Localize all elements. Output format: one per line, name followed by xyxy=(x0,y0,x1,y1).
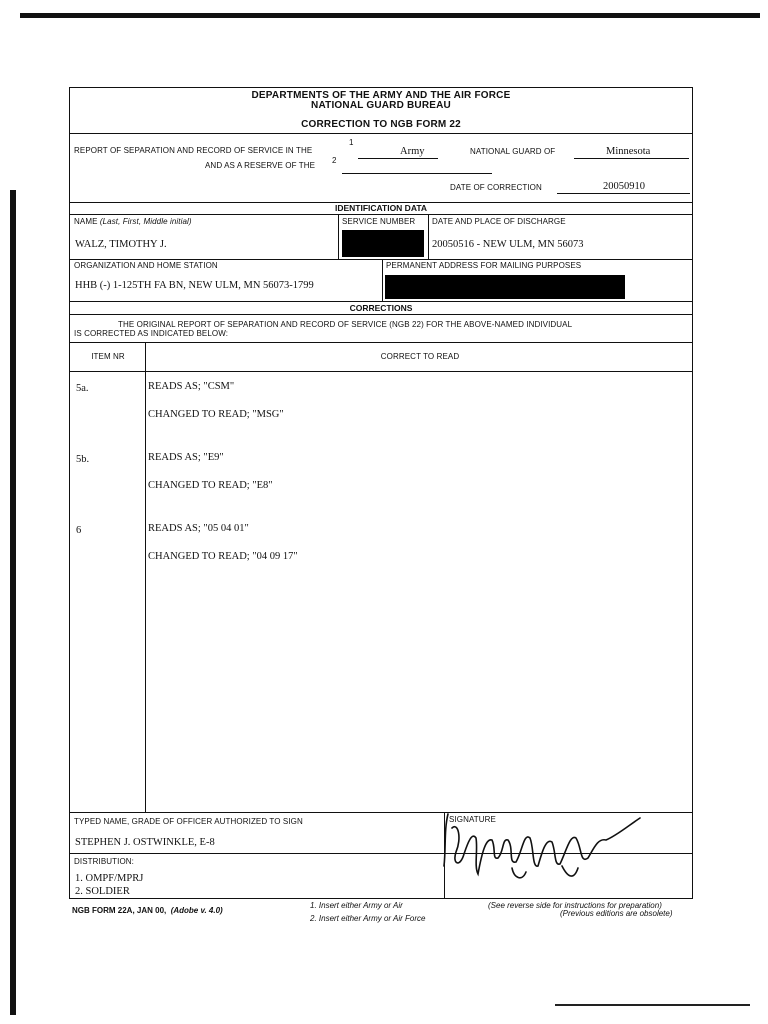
date-correction-label: DATE OF CORRECTION xyxy=(450,183,542,192)
name-value: WALZ, TIMOTHY J. xyxy=(75,239,167,250)
header-line1: DEPARTMENTS OF THE ARMY AND THE AIR FORCE xyxy=(251,90,511,101)
item-nr: 6 xyxy=(76,525,82,536)
scan-edge-bottom xyxy=(555,1004,750,1006)
item-reads: READS AS; "E9" xyxy=(148,452,224,463)
distribution-label: DISTRIBUTION: xyxy=(74,857,134,866)
footnote-text-1: 1. Insert either Army or Air xyxy=(310,901,403,910)
address-label: PERMANENT ADDRESS FOR MAILING PURPOSES xyxy=(386,261,582,270)
item-reads: READS AS; "05 04 01" xyxy=(148,523,249,534)
distribution-line: 2. SOLDIER xyxy=(75,886,130,897)
ngb-form-22a xyxy=(69,87,693,899)
corrections-title: CORRECTIONS xyxy=(349,303,413,313)
reserve-label: AND AS A RESERVE OF THE xyxy=(205,161,316,170)
officer-label: TYPED NAME, GRADE OF OFFICER AUTHORIZED TO SIGN xyxy=(74,817,303,826)
item-nr: 5a. xyxy=(76,383,89,394)
service-label: REPORT OF SEPARATION AND RECORD OF SERVICE IN THE xyxy=(74,146,313,155)
name-label: NAME (Last, First, Middle initial) xyxy=(74,217,192,226)
redacted-service-number xyxy=(342,230,424,257)
state-value: Minnesota xyxy=(606,146,651,157)
see-reverse-note: (See reverse side for instructions for preparation) xyxy=(488,901,662,910)
footnote-1: 1 xyxy=(349,138,354,147)
signature-image xyxy=(442,808,642,888)
service-number-label: SERVICE NUMBER xyxy=(342,217,416,226)
scan-edge-left xyxy=(10,190,16,1015)
footnote-2: 2 xyxy=(332,156,337,165)
footnote-text-2: 2. Insert either Army or Air Force xyxy=(310,914,426,923)
col-item-nr: ITEM NR xyxy=(91,352,125,361)
corrections-intro-2: IS CORRECTED AS INDICATED BELOW: xyxy=(74,329,229,338)
ng-label: NATIONAL GUARD OF xyxy=(470,147,556,156)
header-line2: NATIONAL GUARD BUREAU xyxy=(311,100,451,111)
discharge-label: DATE AND PLACE OF DISCHARGE xyxy=(432,217,566,226)
reserve-field[interactable] xyxy=(342,162,492,174)
item-reads: READS AS; "CSM" xyxy=(148,381,235,392)
org-label: ORGANIZATION AND HOME STATION xyxy=(74,261,218,270)
distribution-line: 1. OMPF/MPRJ xyxy=(75,873,144,884)
previous-editions-note: (Previous editions are obsolete) xyxy=(560,909,673,918)
item-changed: CHANGED TO READ; "E8" xyxy=(148,480,273,491)
date-correction-value: 20050910 xyxy=(603,181,645,192)
redacted-address xyxy=(385,275,625,299)
col-correct-to-read: CORRECT TO READ xyxy=(380,352,460,361)
item-nr: 5b. xyxy=(76,454,90,465)
item-changed: CHANGED TO READ; "04 09 17" xyxy=(148,551,298,562)
state-field[interactable] xyxy=(574,146,689,159)
form-subtitle: CORRECTION TO NGB FORM 22 xyxy=(301,119,461,130)
discharge-value: 20050516 - NEW ULM, MN 56073 xyxy=(432,239,584,250)
service-value-field[interactable] xyxy=(358,146,438,159)
form-id: NGB FORM 22A, JAN 00, (Adobe v. 4.0) xyxy=(72,906,223,915)
signature-label: SIGNATURE xyxy=(449,815,496,824)
corrections-intro-1: THE ORIGINAL REPORT OF SEPARATION AND RECORD OF SERVICE (NGB 22) FOR THE ABOVE-NAMED INDIVIDUAL xyxy=(118,320,573,329)
item-changed: CHANGED TO READ; "MSG" xyxy=(148,409,284,420)
service-value: Army xyxy=(400,146,425,157)
scan-edge-top xyxy=(20,13,760,18)
officer-value: STEPHEN J. OSTWINKLE, E-8 xyxy=(75,837,215,848)
identification-title: IDENTIFICATION DATA xyxy=(334,203,428,213)
org-value: HHB (-) 1-125TH FA BN, NEW ULM, MN 56073-1799 xyxy=(75,280,314,291)
date-correction-field[interactable] xyxy=(557,181,690,194)
